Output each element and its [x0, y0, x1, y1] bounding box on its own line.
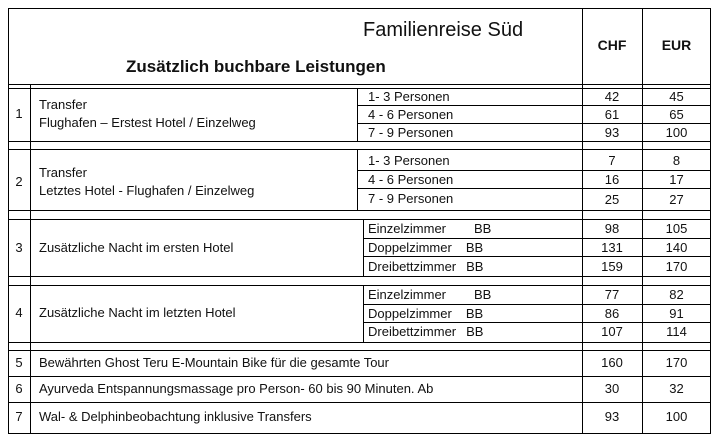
price-eur: 82	[669, 287, 684, 302]
price-chf: 30	[604, 381, 620, 396]
option-label: Dreibettzimmer BB	[368, 324, 484, 339]
price-table	[8, 8, 711, 434]
option-label: Doppelzimmer BB	[368, 240, 484, 255]
price-chf: 7	[608, 153, 616, 168]
price-chf: 86	[604, 306, 620, 321]
service-label: Transfer	[39, 165, 87, 180]
service-label: Bewährten Ghost Teru E-Mountain Bike für die gesamte Tour	[39, 355, 389, 370]
service-label: Zusätzliche Nacht im letzten Hotel	[39, 305, 236, 320]
price-eur: 140	[665, 240, 688, 255]
price-eur: 17	[669, 172, 684, 187]
service-number: 7	[15, 409, 23, 424]
price-chf: 61	[604, 107, 620, 122]
price-eur: 100	[665, 409, 688, 424]
service-label: Letztes Hotel - Flughafen / Einzelweg	[39, 183, 255, 198]
service-label: Ayurveda Entspannungsmassage pro Person- 60 bis 90 Minuten. Ab	[39, 381, 434, 396]
service-number: 5	[15, 355, 23, 370]
option-label: Einzelzimmer BB	[368, 221, 492, 236]
option-label: 4 - 6 Personen	[368, 107, 454, 122]
price-eur: 100	[665, 125, 688, 140]
service-number: 4	[15, 305, 23, 320]
option-label: Doppelzimmer BB	[368, 306, 484, 321]
option-label: 7 - 9 Personen	[368, 125, 454, 140]
option-label: Dreibettzimmer BB	[368, 259, 484, 274]
price-eur: 170	[665, 259, 688, 274]
price-eur: 65	[669, 107, 684, 122]
service-number: 1	[15, 106, 23, 121]
price-chf: 160	[601, 355, 623, 370]
price-chf: 93	[604, 125, 620, 140]
price-eur: 27	[669, 192, 684, 207]
price-eur: 114	[666, 324, 687, 339]
page-subtitle: Zusätzlich buchbare Leistungen	[126, 57, 386, 76]
option-label: Einzelzimmer BB	[368, 287, 492, 302]
price-eur: 170	[665, 355, 688, 370]
price-chf: 107	[601, 324, 623, 339]
price-chf: 42	[604, 89, 620, 104]
option-label: 4 - 6 Personen	[368, 172, 454, 187]
option-label: 1- 3 Personen	[368, 89, 450, 104]
service-number: 6	[15, 381, 23, 396]
price-chf: 159	[601, 259, 623, 274]
price-chf: 16	[604, 172, 620, 187]
price-chf: 131	[601, 240, 623, 255]
service-number: 3	[15, 240, 23, 255]
price-eur: 45	[669, 89, 684, 104]
price-chf: 77	[604, 287, 620, 302]
price-eur: 91	[669, 306, 684, 321]
column-header-eur: EUR	[661, 37, 692, 53]
price-eur: 105	[665, 221, 688, 236]
price-eur: 8	[672, 153, 681, 168]
service-label: Wal- & Delphinbeobachtung inklusive Transfers	[39, 409, 312, 424]
price-eur: 32	[669, 381, 684, 396]
price-chf: 93	[604, 409, 620, 424]
page-title: Familienreise Süd	[363, 19, 524, 41]
service-label: Flughafen – Erstest Hotel / Einzelweg	[39, 115, 256, 130]
column-header-chf: CHF	[597, 37, 627, 53]
option-label: 1- 3 Personen	[368, 153, 450, 168]
price-chf: 25	[604, 192, 620, 207]
service-number: 2	[15, 174, 23, 189]
service-label: Transfer	[39, 97, 87, 112]
service-label: Zusätzliche Nacht im ersten Hotel	[39, 240, 234, 255]
price-chf: 98	[604, 221, 620, 236]
option-label: 7 - 9 Personen	[368, 191, 454, 206]
